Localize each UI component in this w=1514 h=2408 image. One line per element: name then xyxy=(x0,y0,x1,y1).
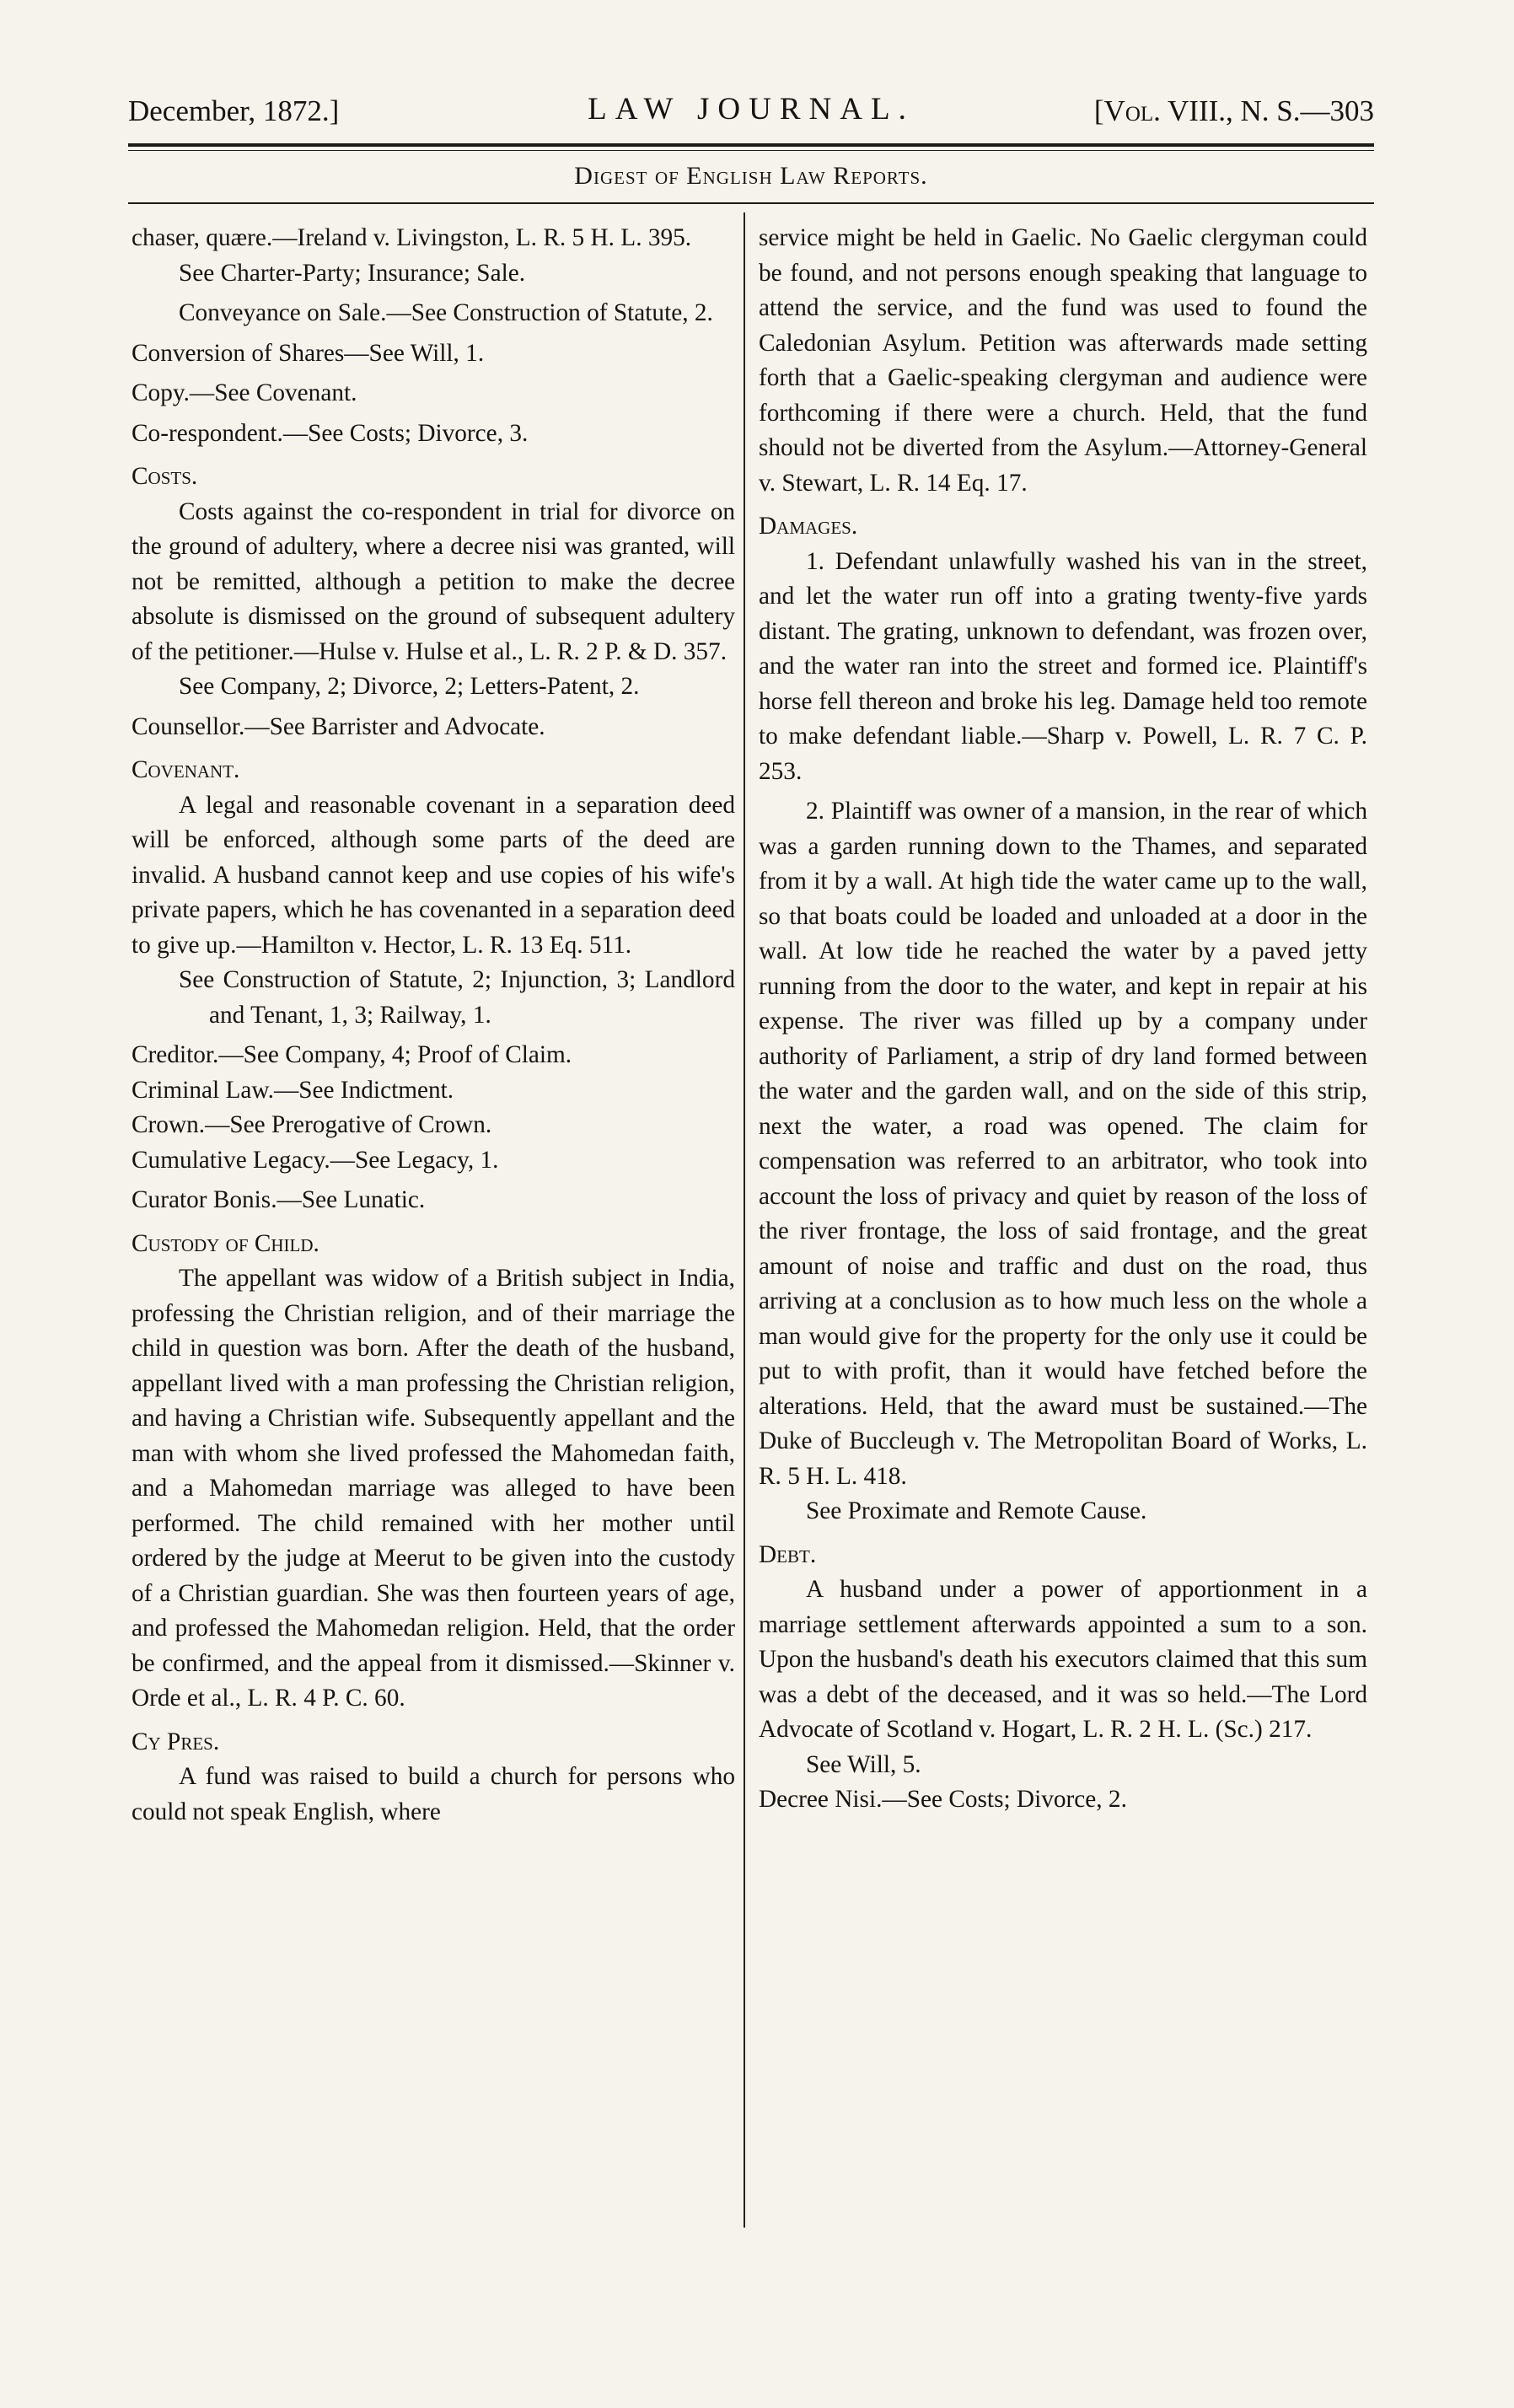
see-reference: See Proximate and Remote Cause. xyxy=(806,1497,1147,1524)
entry-heading: Costs. xyxy=(132,463,198,490)
entry-text: A husband under a power of apportionment in a marriage settlement afterwards appointed a sum to a son. Upon the husband's death his executors claimed that this sum was a debt of the deceased, and it was so held.—The Lord Advocate of Scotland v. Hogart, L. R. 2 H. L. (Sc.) 217. xyxy=(759,1576,1367,1743)
entry-heading: Damages. xyxy=(759,513,858,540)
see-reference: See Charter-Party; Insurance; Sale. xyxy=(179,259,526,287)
column-divider xyxy=(744,212,745,2228)
entry-text: A legal and reasonable covenant in a separation deed will be enforced, although some parts of the deed are invalid. A husband cannot keep and use copies of his wife's private papers, which he has covenanted in a separation deed to give up.—Hamilton v. Hector, L. R. 13 Eq. 511. xyxy=(132,791,735,959)
entry-cross-reference: Curator Bonis.—See Lunatic. xyxy=(132,1186,426,1213)
see-reference: See Will, 5. xyxy=(806,1750,921,1778)
entry-text: Costs against the co-respondent in trial for divorce on the ground of adultery, where a decree nisi was granted, will not be remitted, although a petition to make the decree absolute is dismissed on the ground of subsequent adultery of the petitioner.—Hulse v. Hulse et al., L. R. 2 P. & D. 357. xyxy=(132,497,735,665)
entry-text: The appellant was widow of a British subject in India, professing the Christian religion, and of their marriage the child in question was born. After the death of the husband, appellant lived with a man professing the Christian religion, and having a Christian wife. Subsequently appellant and the man with whom she lived professed the Mahomedan faith, and a Mahomedan marriage was alleged to have been performed. The child remained with her mother until ordered by the judge at Meerut to be given into the custody of a Christian guardian. She was then fourteen years of age, and professed the Mahomedan religion. Held, that the order be confirmed, and the appeal from it dismissed.—Skinner v. Orde et al., L. R. 4 P. C. 60. xyxy=(132,1265,735,1712)
running-header xyxy=(128,88,1374,133)
entry-cross-reference: Conveyance on Sale.—See Construction of Statute, 2. xyxy=(179,299,713,326)
header-date: December, 1872.] xyxy=(128,94,340,127)
entry-text: 2. Plaintiff was owner of a mansion, in the rear of which was a garden running down to the Thames, and separated from it by a wall. At high tide the water came up to the wall, so that boats could be loaded and unloaded at a door in the wall. At low tide he reached the water by a paved jetty running from the door to the water, and kept in repair at his expense. The river was filled up by a company under authority of Parliament, a strip of dry land formed between the water and the garden wall, and on the side of this strip, next the water, a road was opened. The claim for compensation was referred to an arbitrator, who took into account the loss of privacy and quiet by reason of the loss of the river frontage, the loss of said frontage, and the great amount of noise and traffic and dust on the road, thus arriving at a conclusion as to how much less on the whole a man would give for the property for the only use it could be put to with profit, than it would have fetched before the alterations. Held, that the award must be sustained.—The Duke of Buccleugh v. The Metropolitan Board of Works, L. R. 5 H. L. 418. xyxy=(759,798,1367,1490)
entry-cross-reference: Decree Nisi.—See Costs; Divorce, 2. xyxy=(759,1786,1127,1813)
header-title: LAW JOURNAL. xyxy=(588,92,915,126)
entry-cross-reference: Crown.—See Prerogative of Crown. xyxy=(132,1111,492,1138)
entry-heading: Covenant. xyxy=(132,756,240,783)
entry-cross-reference: Co-respondent.—See Costs; Divorce, 3. xyxy=(132,419,529,447)
header-rule-thin xyxy=(128,150,1374,151)
entry-cross-reference: Counsellor.—See Barrister and Advocate. xyxy=(132,712,545,740)
entry-heading: Debt. xyxy=(759,1540,817,1568)
section-subtitle: Digest of English Law Reports. xyxy=(574,162,928,190)
entry-heading: Custody of Child. xyxy=(132,1229,319,1257)
see-reference: See Company, 2; Divorce, 2; Letters-Patent, 2. xyxy=(179,673,640,700)
entry-text: A fund was raised to build a church for persons who could not speak English, where xyxy=(132,1763,735,1825)
left-column xyxy=(132,221,735,1830)
header-volume: [Vol. VIII., N. S.—303 xyxy=(1093,94,1374,127)
entry-cross-reference: Conversion of Shares—See Will, 1. xyxy=(132,339,485,367)
entry-cross-reference: Criminal Law.—See Indictment. xyxy=(132,1076,454,1104)
entry-cross-reference: Cumulative Legacy.—See Legacy, 1. xyxy=(132,1146,499,1174)
see-reference: See Construction of Statute, 2; Injunction, 3; Landlord and Tenant, 1, 3; Railway, 1. xyxy=(179,966,735,1029)
right-column xyxy=(759,221,1367,1818)
subtitle-rule xyxy=(128,202,1374,204)
entry-cross-reference: Creditor.—See Company, 4; Proof of Claim. xyxy=(132,1041,572,1068)
entry-text: 1. Defendant unlawfully washed his van in the street, and let the water run off into a grating twenty-five yards distant. The grating, unknown to defendant, was frozen over, and the water ran into the street and formed ice. Plaintiff's horse fell thereon and broke his leg. Damage held too remote to make defendant liable.—Sharp v. Powell, L. R. 7 C. P. 253. xyxy=(759,547,1367,785)
entry-heading: Cy Pres. xyxy=(132,1728,220,1755)
header-rule-thick xyxy=(128,143,1374,147)
entry-text: chaser, quære.—Ireland v. Livingston, L. R. 5 H. L. 395. xyxy=(132,224,692,251)
entry-text: service might be held in Gaelic. No Gaelic clergyman could be found, and not persons enough speaking that language to attend the service, and the fund was used to found the Caledonian Asylum. Petition was afterwards made setting forth that a Gaelic-speaking clergyman and audience were forthcoming if there were a church. Held, that the fund should not be diverted from the Asylum.—Attorney-General v. Stewart, L. R. 14 Eq. 17. xyxy=(759,224,1367,497)
entry-cross-reference: Copy.—See Covenant. xyxy=(132,379,357,406)
